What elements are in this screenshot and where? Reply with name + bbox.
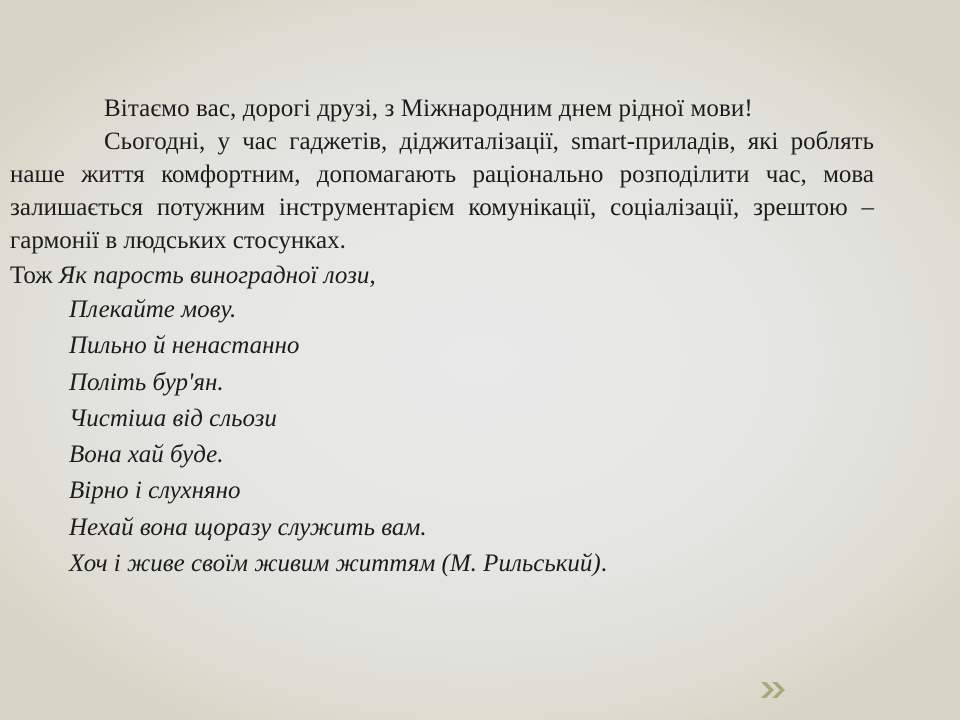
poem-line-9-period: . xyxy=(600,550,607,578)
poem-lead-word: Тож xyxy=(10,262,53,289)
poem-line-2: Плекайте мову. xyxy=(69,296,237,323)
arrow-chevron-left xyxy=(761,682,774,698)
poem-line-5: Чистіша від сльози xyxy=(69,404,277,432)
poem-line-3: Пильно й ненастанно xyxy=(69,332,300,360)
double-arrow-right-icon xyxy=(761,682,787,698)
poem-line-1: Як парость виноградної лози, xyxy=(58,262,376,289)
poem-line-4: Політь бур'ян. xyxy=(69,368,224,396)
poem-line-7: Вірно і слухняно xyxy=(69,477,241,505)
poem-line-9 xyxy=(10,546,874,582)
poem-line-9-text: Хоч і живе своїм живим життям (М. Рильський) xyxy=(69,550,601,578)
poem-line-6: Вона хай буде. xyxy=(69,441,224,469)
poem-line-8: Нехай вона щоразу служить вам. xyxy=(69,513,427,541)
body-paragraph: Сьогодні, у час гаджетів, діджиталізації, smart-приладів, які роблять наше життя комфортним, допомагають раціонально розподілити час, мова залишається потужним інструментарієм комунікації, соціалізації, зрештою – гармонії в людських стосунках. xyxy=(10,128,874,254)
poem-first-line xyxy=(10,259,874,292)
greeting-paragraph: Вітаємо вас, дорогі друзі, з Міжнародним днем рідної мови! xyxy=(104,95,753,122)
slide-text xyxy=(10,92,874,582)
